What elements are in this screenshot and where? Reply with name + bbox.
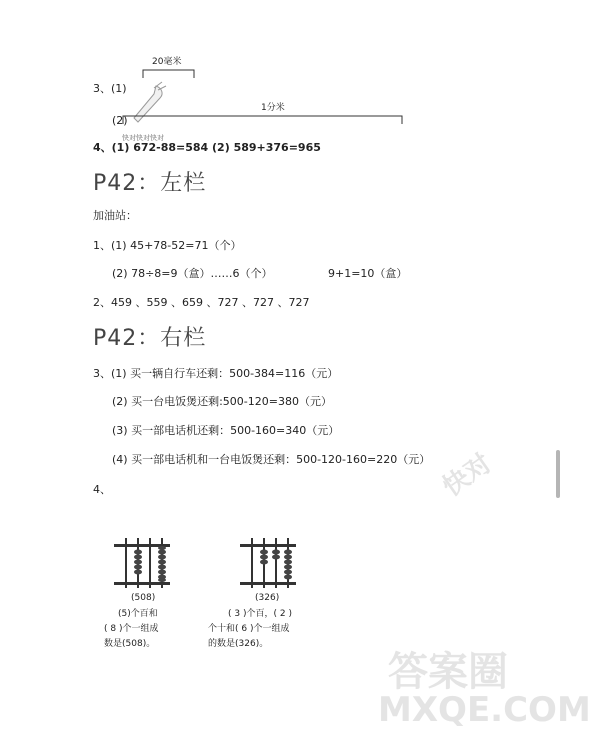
p42-left-title: P42：左栏 [93, 171, 207, 196]
watermark-site: MXQE.COM [378, 690, 591, 730]
paren: ( [118, 609, 122, 619]
paren: ( [104, 624, 108, 634]
answer-ones: 8 [110, 624, 117, 634]
jiayou-q2: 2、459 、559 、659 、727 、727 、727 [93, 296, 310, 309]
text: 数是( [104, 639, 126, 649]
q3-label: 3、(1) [93, 82, 127, 95]
abacus-left-line1 [118, 606, 158, 619]
text: )。 [142, 639, 156, 649]
q3-part2-label: (2) [112, 114, 128, 127]
ruler-bracket [140, 64, 200, 80]
q4-abacus-label: 4、 [93, 483, 111, 496]
text: )个百，( [243, 609, 278, 619]
jiayou-q1b: (2) 78÷8=9（盒）……6（个） [112, 267, 273, 280]
abacus-left [112, 536, 174, 592]
text: 个十和( [208, 624, 239, 634]
abacus-right [238, 536, 300, 592]
answer-hundreds: 5 [121, 609, 128, 619]
jiayou-q1a: 1、(1) 45+78-52=71（个） [93, 239, 242, 252]
answer-ones: 6 [241, 624, 248, 634]
p42-right-title: P42：右栏 [93, 326, 207, 351]
abacus-left-value: (508) [131, 593, 156, 603]
answer-result: 326 [238, 639, 256, 649]
answer-hundreds: 3 [234, 609, 241, 619]
scrollbar-thumb[interactable] [556, 450, 560, 498]
mascot-caption: 快对快对快对 [122, 134, 164, 142]
text: )个一组成 [250, 624, 290, 634]
answer-tens: 2 [279, 609, 286, 619]
abacus-left-line3 [104, 636, 155, 649]
abacus-right-line3 [208, 636, 268, 649]
q3-right-line1: 3、(1) 买一辆自行车还剩：500-384=116（元） [93, 367, 339, 380]
paren: ( [228, 609, 232, 619]
watermark-brand: 答案圈 [388, 649, 508, 695]
abacus-right-line1 [228, 606, 292, 619]
line-label: 1分米 [261, 103, 285, 113]
abacus-left-line2 [104, 621, 159, 634]
jiayou-title: 加油站： [93, 209, 137, 222]
text: )个百和 [127, 609, 158, 619]
line-bracket [120, 108, 410, 128]
paren: ) [288, 609, 293, 619]
watermark-kuaidui: 快对 [437, 448, 498, 503]
q3-right-line3: (3) 买一部电话机还剩：500-160=340（元） [112, 424, 340, 437]
q3-right-line2: (2) 买一台电饭煲还剩:500-120=380（元） [112, 395, 332, 408]
text: )。 [255, 639, 269, 649]
answer-result: 508 [125, 639, 143, 649]
abacus-right-line2 [208, 621, 290, 634]
text: )个一组成 [119, 624, 159, 634]
text: 的数是( [208, 639, 239, 649]
jiayou-q1b-extra: 9+1=10（盒） [328, 267, 408, 280]
q4-text: 4、(1) 672-88=584 (2) 589+376=965 [93, 141, 321, 154]
abacus-right-value: (326) [255, 593, 280, 603]
ruler-label: 20毫米 [152, 57, 182, 67]
q3-right-line4: (4) 买一部电话机和一台电饭煲还剩：500-120-160=220（元） [112, 453, 431, 466]
